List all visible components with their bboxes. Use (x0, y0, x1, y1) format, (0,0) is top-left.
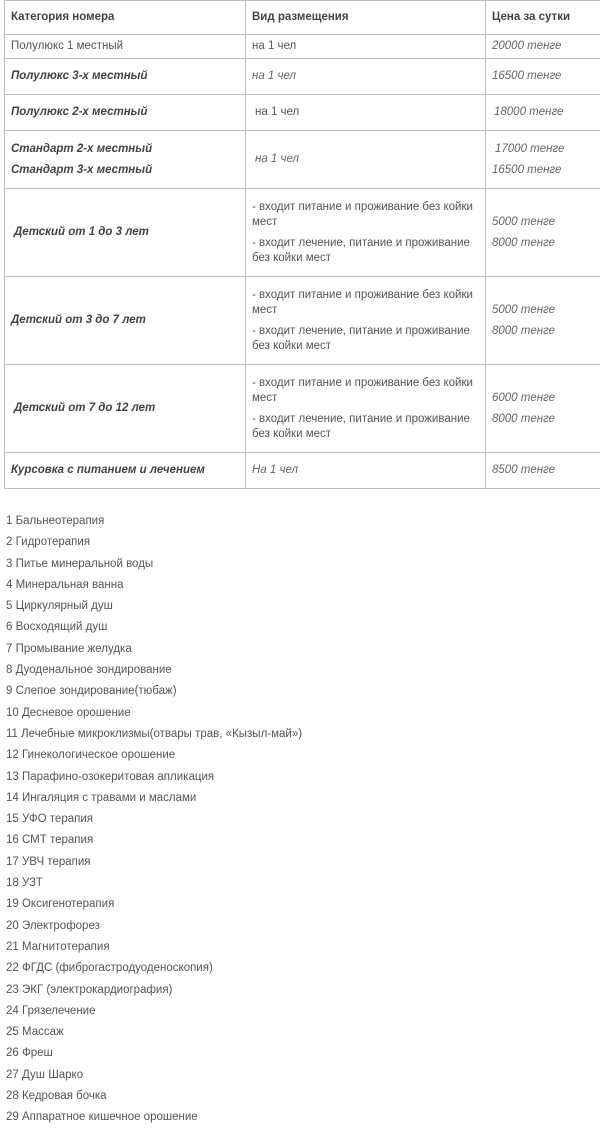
procedures-list (6, 511, 302, 1129)
list-item: 9 Слепое зондирование(тюбаж) (6, 685, 177, 698)
list-item: 4 Минеральная ванна (6, 578, 124, 591)
table-row (5, 189, 600, 277)
list-item: 28 Кедровая бочка (6, 1090, 107, 1103)
room-category: Курсовка с питанием и лечением (5, 453, 246, 489)
price-value: 16500 тенге (492, 163, 562, 176)
room-category: Стандарт 3-х местный (11, 163, 153, 176)
price-value: 17000 тенге (495, 142, 565, 155)
placement-cell (246, 365, 486, 453)
list-item: 8 Дуоденальное зондирование (6, 664, 172, 677)
header-placement: Вид размещения (246, 1, 486, 35)
list-item: 10 Десневое орошение (6, 706, 131, 719)
list-item: 15 УФО терапия (6, 813, 93, 826)
table-row (5, 35, 600, 59)
room-category: Стандарт 2-х местный (11, 142, 153, 155)
placement-type: на 1 чел (246, 35, 486, 59)
list-item: 16 СМТ терапия (6, 834, 94, 847)
price-cell (486, 277, 600, 365)
header-price: Цена за сутки (486, 1, 600, 35)
room-category: Полулюкс 1 местный (5, 35, 246, 59)
price-value: 5000 тенге (492, 215, 556, 228)
table-row (5, 453, 600, 489)
price-value: 8000 тенге (492, 236, 556, 249)
price-value: 8000 тенге (492, 412, 556, 425)
price-value: 5000 тенге (492, 303, 556, 316)
room-category-cell (5, 131, 246, 189)
placement-type: - входит питание и проживание без койки мест (252, 200, 473, 228)
price-table (4, 0, 600, 489)
placement-type: - входит питание и проживание без койки мест (252, 376, 473, 404)
price-cell: 8500 тенге (486, 453, 600, 489)
list-item: 5 Циркулярный душ (6, 600, 113, 613)
table-row (5, 131, 600, 189)
list-item: 22 ФГДС (фиброгастродуоденоскопия) (6, 962, 213, 975)
room-category: Полулюкс 3-х местный (5, 59, 246, 95)
list-item: 29 Аппаратное кишечное орошение (6, 1111, 198, 1124)
price-cell (486, 365, 600, 453)
room-category: Полулюкс 2-х местный (5, 95, 246, 131)
room-category: Детский от 3 до 7 лет (5, 277, 246, 365)
table-row (5, 365, 600, 453)
placement-cell (246, 189, 486, 277)
list-item: 21 Магнитотерапия (6, 940, 110, 953)
price-cell: 16500 тенге (486, 59, 600, 95)
list-item: 7 Промывание желудка (6, 642, 132, 655)
table-row (5, 95, 600, 131)
placement-cell (246, 277, 486, 365)
table-header-row (5, 1, 600, 35)
table-row (5, 277, 600, 365)
price-cell: 20000 тенге (486, 35, 600, 59)
placement-type: - входит лечение, питание и проживание без койки мест (252, 324, 470, 352)
placement-type: на 1 чел (246, 95, 486, 131)
header-category: Категория номера (5, 1, 246, 35)
list-item: 6 Восходящий душ (6, 621, 108, 634)
list-item: 26 Фреш (6, 1047, 53, 1060)
price-cell: 18000 тенге (486, 95, 600, 131)
room-category: Детский от 7 до 12 лет (5, 365, 246, 453)
room-category: Детский от 1 до 3 лет (5, 189, 246, 277)
price-value: 8000 тенге (492, 324, 556, 337)
list-item: 27 Душ Шарко (6, 1068, 84, 1081)
list-item: 3 Питье минеральной воды (6, 557, 154, 570)
price-value: 6000 тенге (492, 391, 556, 404)
placement-type: - входит лечение, питание и проживание без койки мест (252, 236, 470, 264)
list-item: 18 УЗТ (6, 877, 43, 890)
placement-type: на 1 чел (246, 131, 486, 189)
placement-type: На 1 чел (246, 453, 486, 489)
placement-type: на 1 чел (246, 59, 486, 95)
list-item: 12 Гинекологическое орошение (6, 749, 176, 762)
price-cell (486, 189, 600, 277)
list-item: 11 Лечебные микроклизмы(отвары трав, «Кызыл-май») (6, 727, 303, 740)
price-cell (486, 131, 600, 189)
list-item: 24 Грязелечение (6, 1004, 96, 1017)
list-item: 20 Электрофорез (6, 919, 100, 932)
list-item: 23 ЭКГ (электрокардиография) (6, 983, 173, 996)
list-item: 19 Оксигенотерапия (6, 898, 115, 911)
list-item: 2 Гидротерапия (6, 536, 91, 549)
list-item: 25 Массаж (6, 1026, 64, 1039)
list-item: 13 Парафино-озокеритовая апликация (6, 770, 215, 783)
table-row (5, 59, 600, 95)
placement-type: - входит питание и проживание без койки мест (252, 288, 473, 316)
placement-type: - входит лечение, питание и проживание без койки мест (252, 412, 470, 440)
list-item: 17 УВЧ терапия (6, 855, 91, 868)
list-item: 1 Бальнеотерапия (6, 515, 105, 527)
list-item: 14 Ингаляция с травами и маслами (6, 791, 197, 804)
